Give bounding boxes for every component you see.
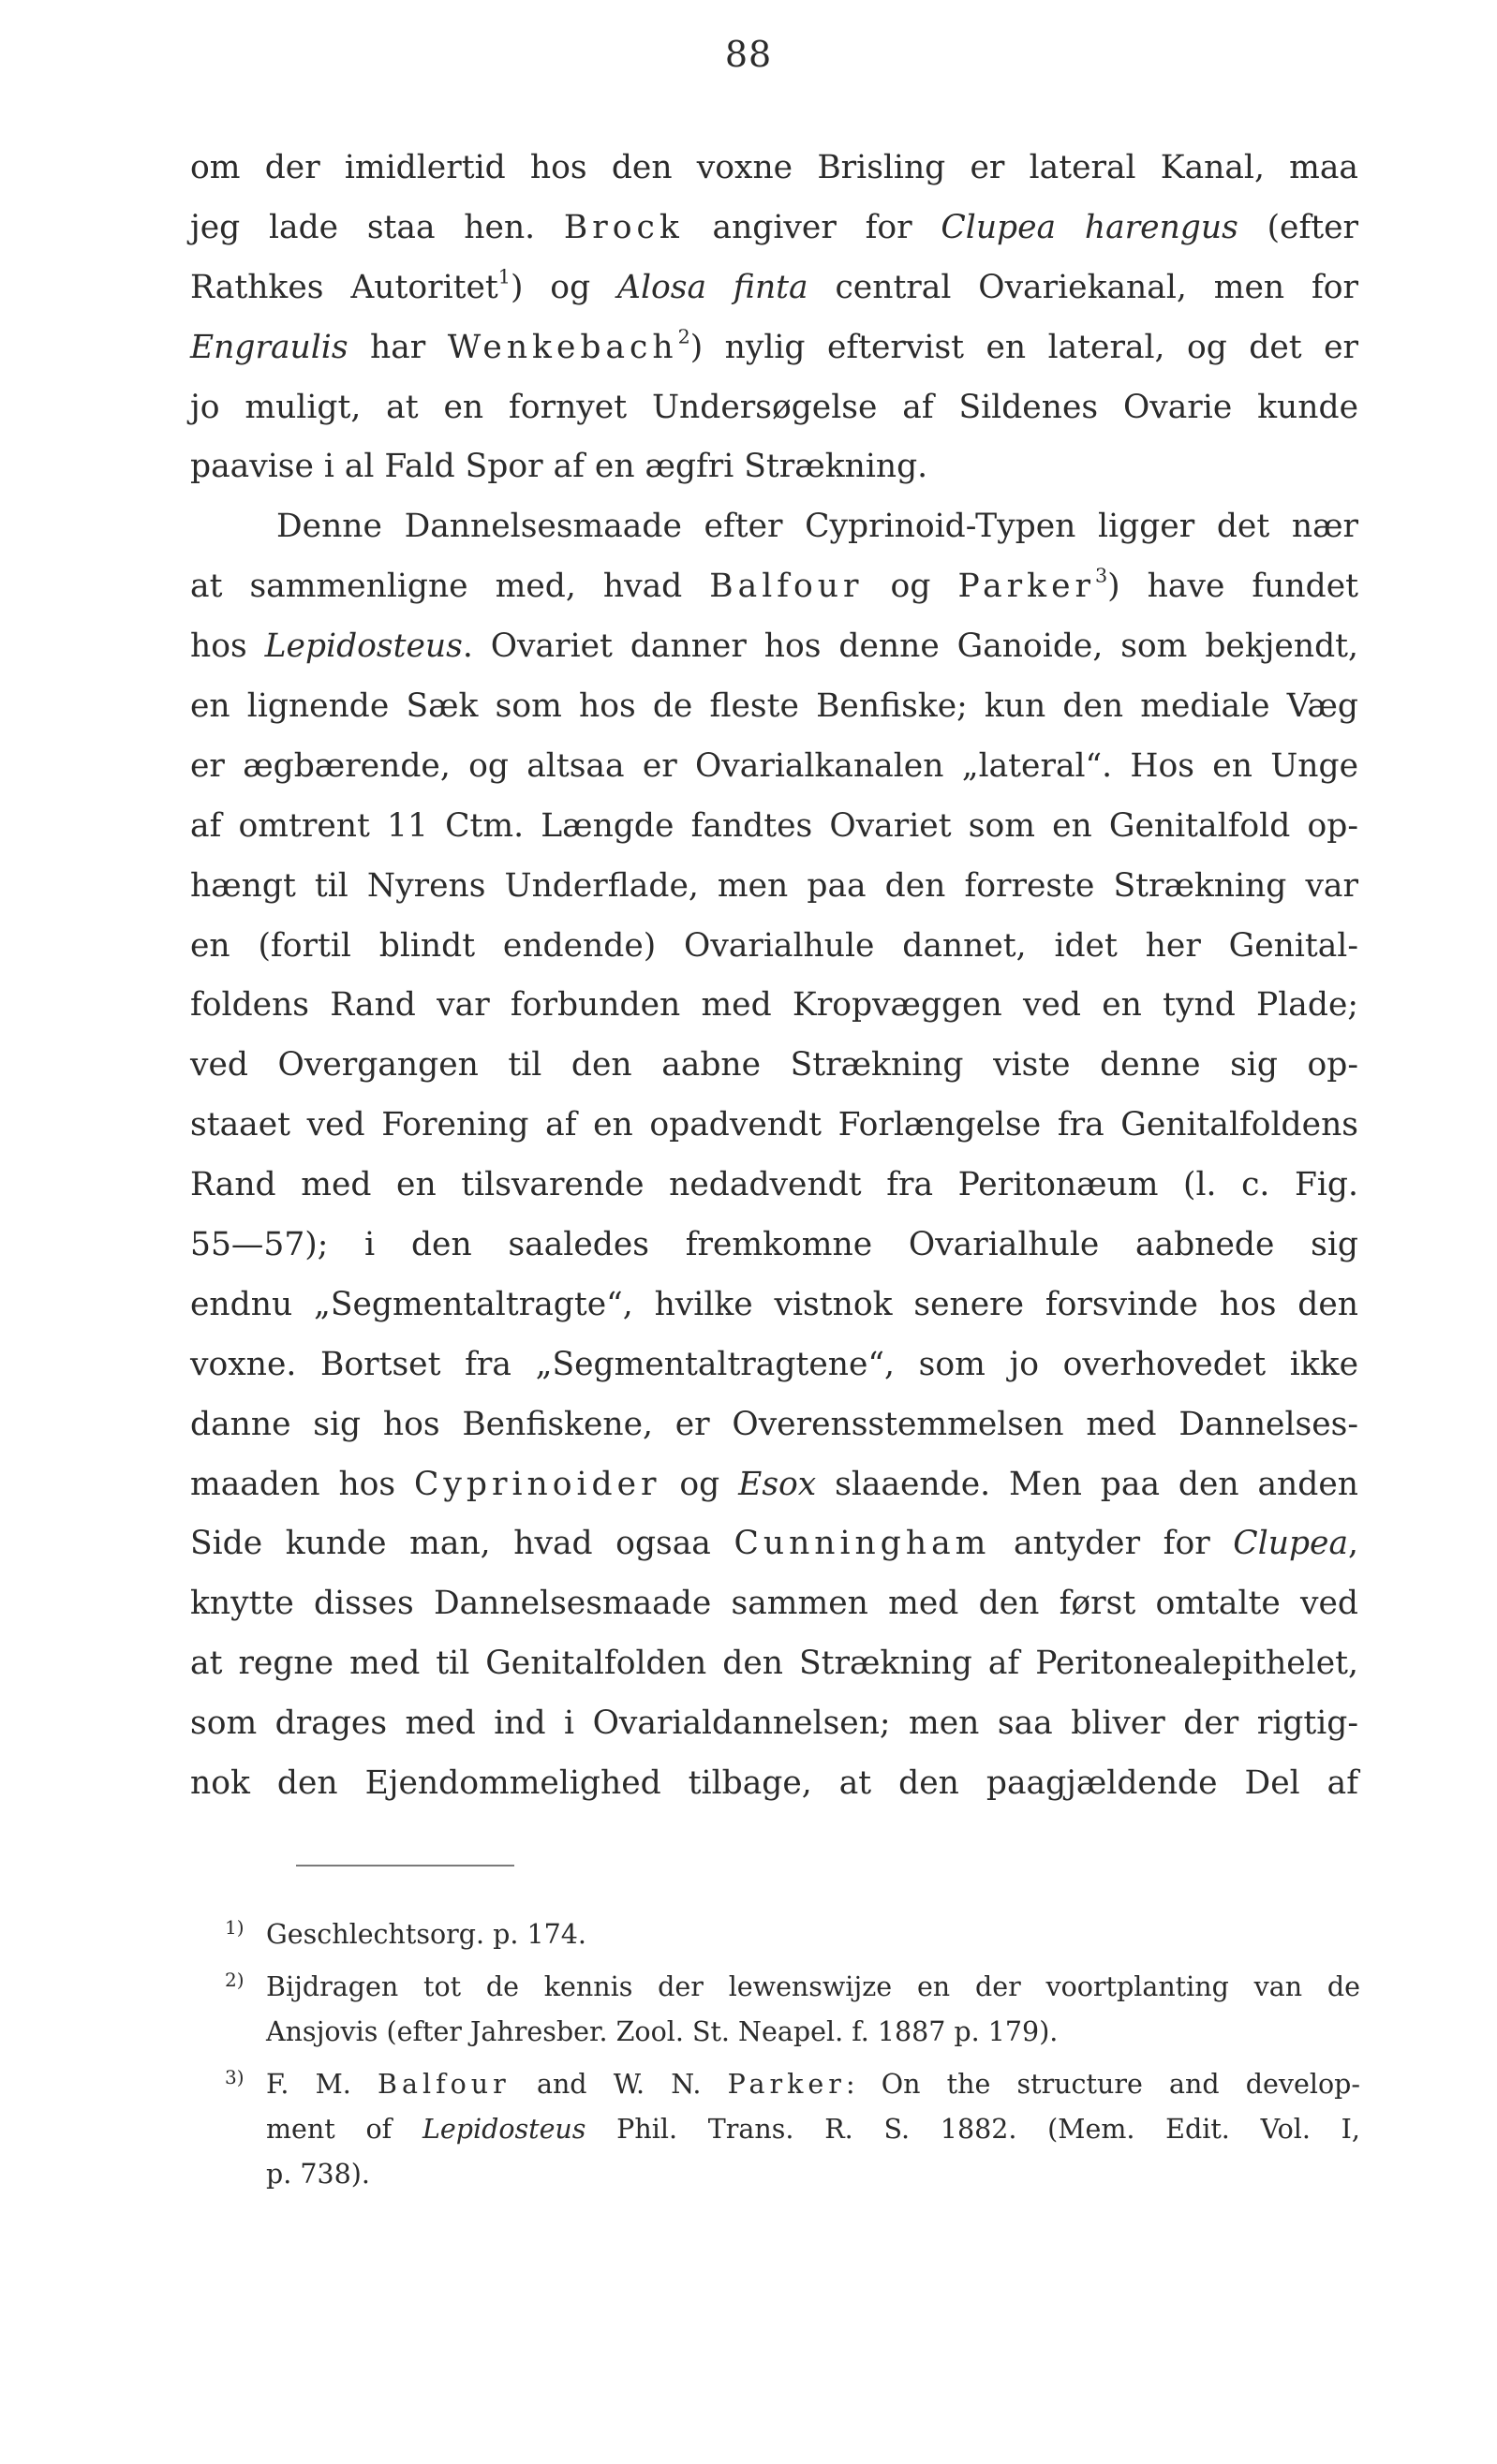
text-line xyxy=(190,378,1358,438)
spaced-author-name: Brock xyxy=(563,208,684,246)
text-run: af omtrent 11 Ctm. Længde fandtes Ovariet som en Genitalfold op- xyxy=(190,806,1358,845)
footnote-divider xyxy=(296,1865,514,1866)
italic-term: Esox xyxy=(738,1465,817,1503)
spaced-author-name: Wenkebach xyxy=(447,328,678,366)
text-run: endnu „Segmentaltragte“, hvilke vistnok senere forsvinde hos den xyxy=(190,1285,1358,1323)
text-line xyxy=(190,617,1358,677)
text-run: Side kunde man, hvad ogsaa xyxy=(190,1525,734,1563)
text-run: Ansjovis (efter Jahresber. Zool. St. Neapel. f. 1887 p. 179). xyxy=(266,2016,1059,2047)
text-run: ) nylig eftervist en lateral, og det er xyxy=(689,328,1359,366)
footnote-mark: 2) xyxy=(225,1969,245,1991)
text-run: ved Overgangen til den aabne Strækning viste denne sig op- xyxy=(190,1046,1358,1084)
text-run: nok den Ejendommelighed tilbage, at den paagjældende Del af xyxy=(190,1764,1358,1803)
text-run: har xyxy=(348,328,448,366)
spaced-author-name: Cyprinoider xyxy=(414,1465,661,1503)
text-line xyxy=(190,1096,1358,1156)
text-line xyxy=(190,199,1358,258)
italic-term: Lepidosteus xyxy=(264,627,463,666)
footnote-line xyxy=(225,2055,1360,2107)
text-run: central Ovariekanal, men for xyxy=(808,268,1358,306)
text-run: Rathkes Autoritet xyxy=(190,268,498,306)
text-line xyxy=(190,139,1358,199)
text-run: . Ovariet danner hos denne Ganoide, som bekjendt, xyxy=(462,627,1358,666)
text-line xyxy=(190,318,1358,378)
footnote-reference: 3 xyxy=(1095,564,1108,587)
text-line xyxy=(190,797,1358,857)
text-run: ) og xyxy=(510,268,618,306)
text-run: Phil. Trans. R. S. 1882. (Mem. Edit. Vol. I, xyxy=(585,2114,1360,2145)
italic-term: Lepidosteus xyxy=(422,2114,586,2145)
text-line xyxy=(190,497,1358,557)
text-line xyxy=(190,1455,1358,1515)
text-line xyxy=(190,1276,1358,1335)
text-line xyxy=(190,737,1358,797)
text-run: som drages med ind i Ovarialdannelsen; men saa bliver der rigtig- xyxy=(190,1704,1358,1743)
text-line xyxy=(190,917,1358,977)
text-run: knytte disses Dannelsesmaade sammen med den først omtalte ved xyxy=(190,1585,1358,1623)
text-run: , xyxy=(1348,1525,1358,1563)
text-line xyxy=(190,1036,1358,1096)
text-line xyxy=(190,557,1358,617)
text-line xyxy=(190,1694,1358,1754)
text-line xyxy=(190,437,1358,497)
italic-term: Clupea harengus xyxy=(941,208,1238,246)
text-run: ) have fundet xyxy=(1107,568,1358,606)
text-run: staaet ved Forening af en opadvendt Forlængelse fra Genitalfoldens xyxy=(190,1106,1358,1144)
spaced-author-name: Parker xyxy=(957,568,1095,606)
text-run: paavise i al Fald Spor af en ægfri Strækning. xyxy=(190,448,928,486)
text-run: angiver for xyxy=(683,208,941,246)
footnote-line xyxy=(225,2107,1360,2152)
text-line xyxy=(190,976,1358,1036)
text-run: og xyxy=(863,568,958,606)
text-run: maaden hos xyxy=(190,1465,415,1503)
footnote-mark: 1) xyxy=(225,1916,245,1939)
text-run: jeg lade staa hen. xyxy=(190,208,564,246)
text-run: at sammenligne med, hvad xyxy=(190,568,710,606)
text-run: voxne. Bortset fra „Segmentaltragtene“, som jo overhovedet ikke xyxy=(190,1345,1358,1383)
text-run: hos xyxy=(190,627,265,666)
text-run: and W. N. xyxy=(510,2069,728,2100)
text-run: om der imidlertid hos den voxne Brisling er lateral Kanal, maa xyxy=(190,149,1358,186)
text-run: antyder for xyxy=(990,1525,1234,1563)
text-run: foldens Rand var forbunden med Kropvæggen ved en tynd Plade; xyxy=(190,986,1358,1025)
text-run: p. 738). xyxy=(266,2159,370,2190)
footnote-line xyxy=(225,2152,1360,2197)
text-run: jo muligt, at en fornyet Undersøgelse af Sildenes Ovarie kunde xyxy=(190,388,1358,426)
text-run: er ægbærende, og altsaa er Ovarialkanalen „lateral“. Hos en Unge xyxy=(190,746,1358,785)
footnote xyxy=(225,1957,1360,2055)
text-run: en lignende Sæk som hos de fleste Benfiske; kun den mediale Væg xyxy=(190,687,1358,726)
text-run: en (fortil blindt endende) Ovarialhule dannet, idet her Genital- xyxy=(190,926,1358,965)
footnote-line xyxy=(225,1905,1360,1957)
text-line xyxy=(190,1634,1358,1694)
text-line xyxy=(190,1156,1358,1216)
text-line xyxy=(190,857,1358,917)
text-run: (efter xyxy=(1238,208,1358,246)
text-run: Denne Dannelsesmaade efter Cyprinoid-Typen ligger det nær xyxy=(276,508,1358,546)
text-run: Rand med en tilsvarende nedadvendt fra Peritonæum (l. c. Fig. xyxy=(190,1166,1358,1204)
spaced-author-name: Parker xyxy=(727,2069,846,2100)
italic-term: Clupea xyxy=(1233,1525,1349,1563)
text-run: 55—57); i den saaledes fremkomne Ovarialhule aabnede sig xyxy=(190,1226,1358,1264)
text-run: Geschlechtsorg. p. 174. xyxy=(266,1919,586,1950)
italic-term: Alosa finta xyxy=(617,268,808,306)
text-run: slaaende. Men paa den anden xyxy=(816,1465,1358,1503)
footnote-line xyxy=(225,1957,1360,2010)
text-line xyxy=(190,1514,1358,1574)
text-run: og xyxy=(660,1465,739,1503)
text-run: hængt til Nyrens Underflade, men paa den forreste Strækning var xyxy=(190,866,1358,905)
text-run: Bijdragen tot de kennis der lewenswijze en der voortplanting van de xyxy=(266,1971,1360,2002)
text-run: at regne med til Genitalfolden den Strækning af Peritonealepithelet, xyxy=(190,1645,1358,1683)
text-run: ment of xyxy=(266,2114,422,2145)
text-run: F. M. xyxy=(266,2069,378,2100)
text-line xyxy=(190,677,1358,737)
spaced-author-name: Balfour xyxy=(709,568,864,606)
text-line xyxy=(190,1754,1358,1814)
text-line xyxy=(190,1574,1358,1634)
text-run: : On the structure and develop- xyxy=(845,2069,1360,2100)
spaced-author-name: Balfour xyxy=(378,2069,511,2100)
footnote-line xyxy=(225,2010,1360,2055)
text-line xyxy=(190,1395,1358,1455)
italic-term: Engraulis xyxy=(190,328,348,366)
footnote xyxy=(225,2055,1360,2197)
text-line xyxy=(190,1216,1358,1276)
footnote-reference: 2 xyxy=(677,325,690,348)
body-text xyxy=(190,139,1358,1814)
footnotes xyxy=(225,1905,1360,2197)
footnote-mark: 3) xyxy=(225,2066,245,2088)
footnote xyxy=(225,1905,1360,1957)
footnote-reference: 1 xyxy=(497,265,511,288)
spaced-author-name: Cunningham xyxy=(734,1525,991,1563)
text-line xyxy=(190,258,1358,318)
page-number: 88 xyxy=(724,34,773,75)
text-run: danne sig hos Benfiskene, er Overensstemmelsen med Dannelses- xyxy=(190,1405,1358,1443)
text-line xyxy=(190,1335,1358,1395)
